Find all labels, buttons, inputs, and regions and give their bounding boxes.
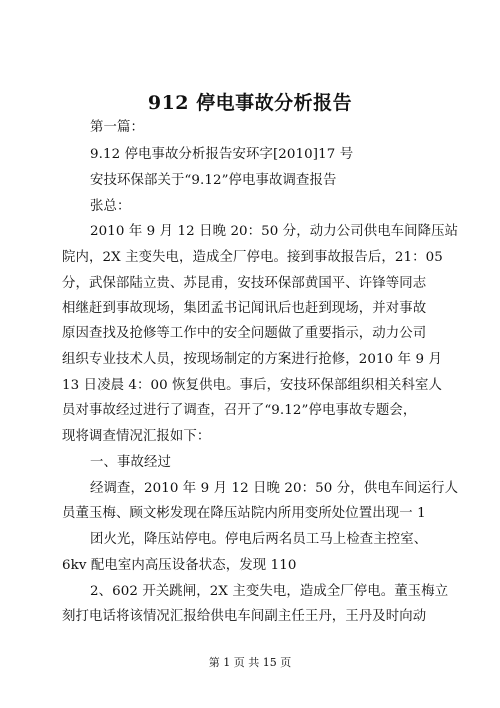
page-footer: 第 1 页 共 15 页	[208, 656, 292, 669]
text-line: 员对事故经过进行了调查，召开了“9.12”停电事故专题会，	[62, 403, 417, 418]
text-line: 组织专业技术人员，按现场制定的方案进行抢修，2010 年 9 月	[62, 352, 442, 367]
text-line: 相继赶到事故现场，集团孟书记闻讯后也赶到现场，并对事故	[62, 301, 427, 316]
text-line: 2010 年 9 月 12 日晚 20：50 分，动力公司供电车间降压站	[90, 224, 459, 239]
section-heading: 一、事故经过	[90, 455, 171, 470]
text-line: 2、602 开关跳闸，2X 主变失电，造成全厂停电。董玉梅立	[90, 584, 449, 599]
text-line: 张总：	[90, 199, 131, 214]
text-line: 原因查找及抢修等工作中的安全问题做了重要指示，动力公司	[62, 326, 427, 341]
text-line: 现将调查情况汇报如下：	[62, 429, 211, 444]
text-line: 第一篇：	[90, 120, 144, 135]
text-line: 经调查，2010 年 9 月 12 日晚 20：50 分，供电车间运行人	[90, 481, 459, 496]
text-line: 9.12 停电事故分析报告安环字[2010]17 号	[90, 147, 354, 162]
document-title: 912 停电事故分析报告	[147, 92, 353, 114]
text-line: 安技环保部关于“9.12”停电事故调查报告	[90, 173, 337, 188]
text-line: 6kv 配电室内高压设备状态，发现 110	[62, 558, 297, 573]
text-line: 院内，2X 主变失电，造成全厂停电。接到事故报告后，21：05	[62, 250, 443, 265]
text-line: 刻打电话将该情况汇报给供电车间副主任王丹，王丹及时向动	[62, 609, 427, 624]
text-line: 13 日凌晨 4：00 恢复供电。事后，安技环保部组织相关科室人	[62, 378, 442, 393]
text-line: 团火光，降压站停电。停电后两名员工马上检查主控室、	[90, 532, 428, 547]
text-line: 分，武保部陆立贵、苏昆甫，安技环保部黄国平、许锋等同志	[62, 276, 427, 291]
text-line: 员董玉梅、顾文彬发现在降压站院内所用变所处位置出现一 1	[62, 506, 426, 521]
